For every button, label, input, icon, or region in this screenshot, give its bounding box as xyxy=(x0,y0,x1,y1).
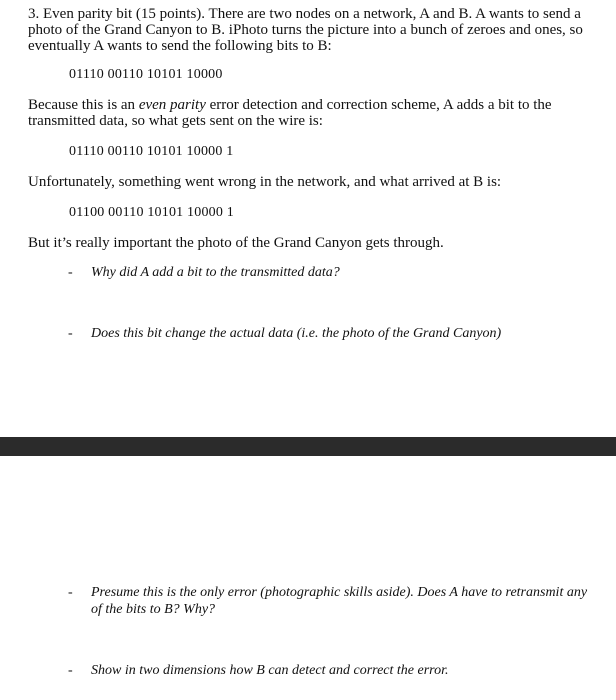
importance-text: But it’s really important the photo of the Grand Canyon gets through. xyxy=(28,235,444,251)
bits-sent: 01110 00110 10101 10000 1 xyxy=(69,144,234,159)
question-dash: - xyxy=(68,585,73,600)
question-dash: - xyxy=(68,663,73,678)
page-divider-bar xyxy=(0,437,616,456)
parity-explanation xyxy=(28,97,588,129)
bits-original: 01110 00110 10101 10000 xyxy=(69,67,223,82)
question-item xyxy=(68,662,588,679)
question-dash: - xyxy=(68,326,73,341)
parity-emphasis: even parity xyxy=(138,97,206,113)
question-dash: - xyxy=(68,265,73,280)
parity-text-after: error detection and correction scheme, A adds a bit to the transmitted data, so what gets sent on the wire is: xyxy=(28,97,552,129)
question-text: Does this bit change the actual data (i.e. the photo of the Grand Canyon) xyxy=(91,326,502,341)
question-text: Show in two dimensions how B can detect and correct the error. xyxy=(91,663,449,678)
question-item xyxy=(68,264,588,281)
question-text: Why did A add a bit to the transmitted data? xyxy=(91,265,340,280)
problem-intro: 3. Even parity bit (15 points). There are two nodes on a network, A and B. A wants to send a photo of the Grand Canyon to B. iPhoto turns the picture into a bunch of zeroes and ones, so eventually A wants to send the following bits to B: xyxy=(28,6,583,54)
error-text: Unfortunately, something went wrong in the network, and what arrived at B is: xyxy=(28,174,502,190)
question-item xyxy=(68,584,588,618)
parity-text-before: Because this is an xyxy=(28,97,139,113)
question-item xyxy=(68,325,588,342)
question-text: Presume this is the only error (photographic skills aside). Does A have to retransmit any of the bits to B? Why? xyxy=(91,585,588,617)
bits-received: 01100 00110 10101 10000 1 xyxy=(69,205,234,220)
